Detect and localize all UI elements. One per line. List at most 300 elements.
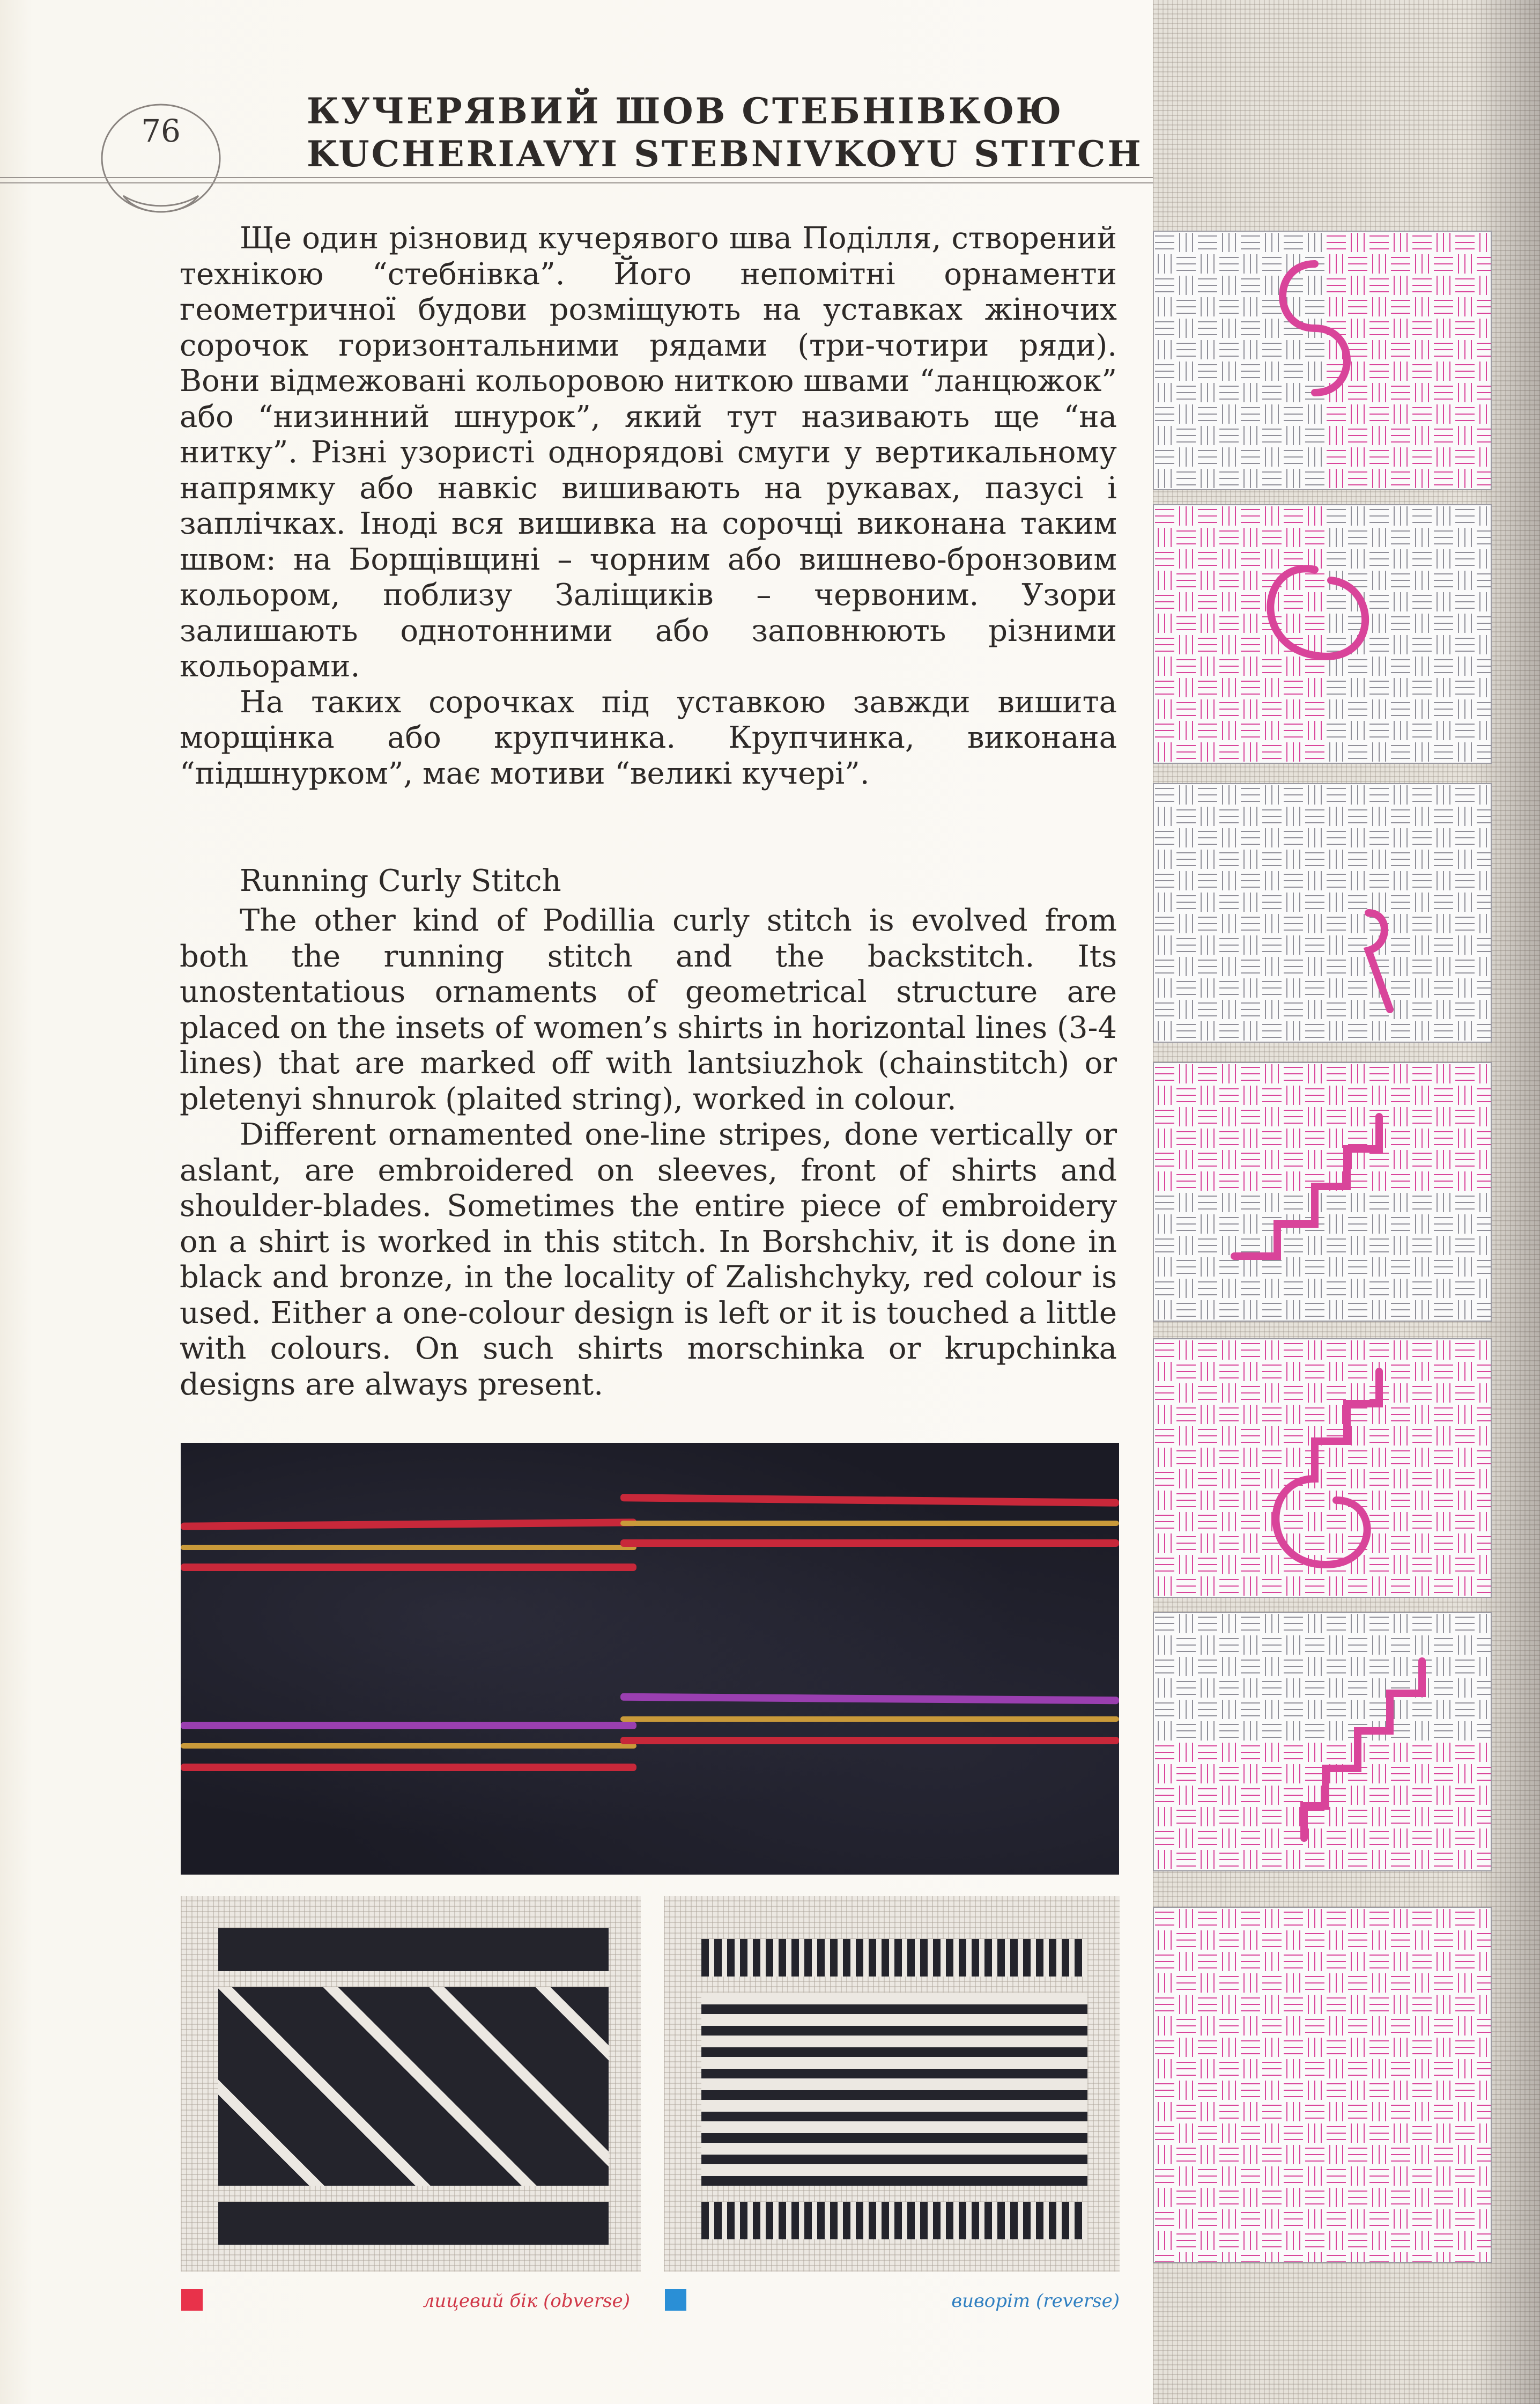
grid-cell	[1437, 635, 1450, 654]
grid-cell	[1412, 2084, 1432, 2097]
grid-cell	[1244, 1764, 1257, 1783]
grid-cell	[1155, 2041, 1174, 2054]
english-paragraph-2: Different ornamented one-line stripes, done vertically or aslant, are embroidered on sleeves, front of shirts and shoulder-blades. Sometimes the entire piece of embroidery on a shirt is worked in this stitch. In Borshchiv, it is done in black and bronze, in the locality of Zalishchyky, red colour is used. Either a one-colour design is left or it is touched a little with colours. On such shirts morschinka or krupchinka designs are always present.	[180, 1117, 1117, 1402]
grid-cell	[1265, 635, 1278, 654]
grid-cell	[1327, 408, 1346, 421]
stitch-diagram-7	[1153, 1907, 1492, 2263]
grid-cell	[1394, 1700, 1407, 1719]
grid-cell	[1477, 1089, 1491, 1102]
grid-cell	[1455, 1515, 1475, 1528]
grid-cell	[1155, 1703, 1174, 1716]
grid-cell	[1437, 1469, 1450, 1488]
grid-cell	[1287, 850, 1300, 869]
grid-cell	[1330, 614, 1343, 633]
grid-cell	[1369, 1239, 1389, 1252]
grid-cell	[1155, 365, 1174, 378]
grid-cell	[1327, 831, 1346, 844]
grid-cell	[1480, 1555, 1491, 1574]
grid-cell	[1458, 2016, 1471, 2036]
grid-cell	[1480, 1743, 1491, 1762]
grid-cell	[1305, 472, 1324, 485]
grid-cell	[1327, 1998, 1346, 2011]
grid-cell	[1351, 2252, 1364, 2262]
grid-cell	[1394, 914, 1407, 933]
grid-cell	[1284, 1660, 1303, 1673]
grid-cell	[1348, 660, 1367, 673]
grid-cell	[1201, 1850, 1214, 1869]
grid-cell	[1308, 2209, 1321, 2229]
grid-cell	[1223, 785, 1235, 805]
grid-cell	[1477, 896, 1491, 909]
grid-cell	[1327, 1153, 1346, 1166]
grid-cell	[1223, 1995, 1235, 2014]
grid-cell	[1241, 1472, 1260, 1485]
grid-cell	[1158, 614, 1171, 633]
grid-cell	[1458, 614, 1471, 633]
grid-cell	[1416, 978, 1428, 998]
grid-cell	[1305, 1580, 1324, 1592]
grid-cell	[1330, 1257, 1343, 1277]
grid-cell	[1180, 1426, 1193, 1446]
grid-cell	[1437, 914, 1450, 933]
grid-cell	[1458, 807, 1471, 826]
grid-cell	[1176, 1639, 1196, 1651]
grid-cell	[1265, 404, 1278, 424]
grid-cell	[1351, 1340, 1364, 1360]
grid-cell	[1412, 724, 1432, 737]
grid-cell	[1434, 1682, 1453, 1694]
grid-cell	[1241, 1003, 1260, 1016]
grid-cell	[1434, 2234, 1453, 2247]
grid-cell	[1434, 1175, 1453, 1188]
grid-cell	[1369, 365, 1389, 378]
grid-cell	[1434, 853, 1453, 866]
grid-cell	[1369, 2170, 1389, 2182]
grid-cell	[1305, 1934, 1324, 1946]
grid-cell	[1284, 1003, 1303, 1016]
grid-cell	[1244, 2188, 1257, 2207]
grid-cell	[1394, 1657, 1407, 1676]
grid-cell	[1394, 1909, 1407, 1928]
grid-cell	[1327, 1955, 1346, 1968]
grid-cell	[1391, 1724, 1410, 1737]
grid-cell	[1394, 1107, 1407, 1126]
grid-cell	[1219, 1451, 1239, 1464]
grid-cell	[1437, 447, 1450, 467]
grid-cell	[1434, 617, 1453, 630]
grid-cell	[1348, 2148, 1367, 2161]
grid-cell	[1351, 1614, 1364, 1633]
grid-cell	[1308, 362, 1321, 381]
grid-cell	[1480, 2252, 1491, 2262]
grid-cell	[1223, 549, 1235, 569]
grid-cell	[1369, 1153, 1389, 1166]
grid-cell	[1219, 703, 1239, 716]
grid-cell	[1437, 957, 1450, 976]
grid-cell	[1284, 1196, 1303, 1209]
grid-cell	[1219, 617, 1239, 630]
grid-cell	[1241, 2255, 1260, 2262]
grid-cell	[1373, 1086, 1386, 1105]
grid-cell	[1455, 2127, 1475, 2140]
grid-cell	[1201, 2059, 1214, 2078]
grid-cell	[1155, 788, 1174, 801]
purple-stripe	[620, 1693, 1119, 1704]
grid-cell	[1241, 724, 1260, 737]
grid-cell	[1284, 2041, 1303, 2054]
grid-cell	[1416, 2016, 1428, 2036]
grid-cell	[1180, 1555, 1193, 1574]
grid-cell	[1223, 2252, 1235, 2262]
grid-cell	[1262, 1977, 1282, 1989]
grid-cell	[1477, 1175, 1491, 1188]
grid-cell	[1437, 1555, 1450, 1574]
grid-cell	[1330, 807, 1343, 826]
grid-cell	[1262, 1089, 1282, 1102]
grid-cell	[1480, 276, 1491, 295]
grid-cell	[1223, 592, 1235, 611]
grid-cell	[1198, 2084, 1217, 2097]
grid-cell	[1373, 1807, 1386, 1826]
grid-cell	[1330, 1930, 1343, 1950]
grid-cell	[1373, 1257, 1386, 1277]
grid-cell	[1219, 982, 1239, 994]
grid-cell	[1455, 1239, 1475, 1252]
grid-cell	[1412, 1558, 1432, 1571]
grid-cell	[1480, 2166, 1491, 2186]
grid-cell	[1241, 2213, 1260, 2225]
grid-cell	[1458, 1300, 1471, 1319]
grid-cell	[1287, 1405, 1300, 1424]
grid-cell	[1480, 1700, 1491, 1719]
grid-cell	[1348, 1303, 1367, 1316]
grid-cell	[1265, 1995, 1278, 2014]
grid-cell	[1223, 1786, 1235, 1805]
grid-cell	[1155, 1515, 1174, 1528]
grid-cell	[1265, 549, 1278, 569]
grid-cell	[1369, 322, 1389, 335]
grid-cell	[1262, 939, 1282, 952]
grid-cell	[1369, 236, 1389, 249]
grid-cell	[1180, 2209, 1193, 2229]
grid-cell	[1262, 386, 1282, 399]
grid-cell	[1434, 703, 1453, 716]
grid-cell	[1180, 1150, 1193, 1169]
grid-cell	[1412, 831, 1432, 844]
grid-cell	[1394, 404, 1407, 424]
grid-cell	[1287, 426, 1300, 445]
grid-cell	[1180, 721, 1193, 740]
grid-cell	[1348, 429, 1367, 442]
grid-cell	[1219, 429, 1239, 442]
grid-cell	[1244, 614, 1257, 633]
grid-cell	[1219, 1408, 1239, 1421]
grid-cell	[1458, 657, 1471, 676]
grid-cell	[1176, 853, 1196, 866]
grid-cell	[1155, 831, 1174, 844]
grid-cell	[1412, 1515, 1432, 1528]
grid-cell	[1180, 678, 1193, 697]
grid-cell	[1241, 365, 1260, 378]
grid-cell	[1219, 300, 1239, 313]
grid-cell	[1176, 746, 1196, 758]
grid-cell	[1262, 2148, 1282, 2161]
grid-cell	[1373, 699, 1386, 719]
grid-cell	[1391, 810, 1410, 823]
grid-cell	[1412, 1703, 1432, 1716]
grid-cell	[1412, 365, 1432, 378]
grid-cell	[1394, 1555, 1407, 1574]
grid-cell	[1284, 960, 1303, 973]
grid-cell	[1434, 1451, 1453, 1464]
grid-cell	[1412, 2213, 1432, 2225]
grid-cell	[1223, 1340, 1235, 1360]
grid-cell	[1369, 1998, 1389, 2011]
grid-cell	[1244, 1405, 1257, 1424]
grid-cell	[1373, 340, 1386, 359]
red-stripe	[181, 1564, 636, 1571]
stitch-diagram-1	[1153, 231, 1492, 490]
grid-cell	[1155, 552, 1174, 565]
grid-cell	[1480, 1512, 1491, 1531]
grid-cell	[1158, 1129, 1171, 1148]
grid-cell	[1180, 233, 1193, 252]
grid-cell	[1477, 1767, 1491, 1780]
grid-cell	[1391, 1260, 1410, 1273]
grid-cell	[1412, 1472, 1432, 1485]
grid-cell	[1244, 571, 1257, 590]
grid-cell	[1176, 1024, 1196, 1037]
grid-cell	[1330, 2059, 1343, 2078]
grid-cell	[1477, 1408, 1491, 1421]
grid-cell	[1262, 1024, 1282, 1037]
grid-cell	[1373, 1300, 1386, 1319]
grid-cell	[1180, 404, 1193, 424]
grid-cell	[1327, 510, 1346, 522]
grid-cell	[1180, 362, 1193, 381]
grid-cell	[1241, 552, 1260, 565]
grid-cell	[1455, 408, 1475, 421]
top-border-band	[218, 1928, 609, 1971]
grid-cell	[1330, 2231, 1343, 2250]
grid-cell	[1391, 386, 1410, 399]
grid-cell	[1265, 319, 1278, 338]
grid-cell	[1158, 2145, 1171, 2164]
grid-cell	[1265, 2038, 1278, 2057]
grid-cell	[1373, 254, 1386, 274]
grid-cell	[1308, 447, 1321, 467]
grid-cell	[1265, 2081, 1278, 2100]
grid-cell	[1223, 2166, 1235, 2186]
grid-cell	[1305, 1024, 1324, 1037]
grid-cell	[1434, 896, 1453, 909]
grid-cell	[1351, 1657, 1364, 1676]
grid-cell	[1330, 1362, 1343, 1381]
grid-cell	[1480, 1828, 1491, 1848]
grid-cell	[1458, 254, 1471, 274]
grid-cell	[1244, 1930, 1257, 1950]
grid-cell	[1198, 917, 1217, 930]
grid-cell	[1437, 404, 1450, 424]
grid-cell	[1308, 1383, 1321, 1403]
grid-cell	[1416, 254, 1428, 274]
grid-cell	[1437, 1426, 1450, 1446]
grid-cell	[1434, 1218, 1453, 1230]
grid-cell	[1480, 1995, 1491, 2014]
grid-cell	[1158, 893, 1171, 912]
grid-cell	[1416, 1930, 1428, 1950]
grid-cell	[1458, 699, 1471, 719]
grid-cell	[1284, 552, 1303, 565]
grid-cell	[1327, 1515, 1346, 1528]
grid-cell	[1241, 2170, 1260, 2182]
grid-cell	[1437, 1512, 1450, 1531]
grid-cell	[1198, 451, 1217, 463]
english-text-block	[180, 903, 1117, 1403]
grid-cell	[1373, 297, 1386, 316]
grid-cell	[1348, 1024, 1367, 1037]
grid-cell	[1305, 574, 1324, 587]
grid-cell	[1458, 1214, 1471, 1234]
grid-cell	[1305, 1767, 1324, 1780]
grid-cell	[1284, 1515, 1303, 1528]
grid-cell	[1477, 257, 1491, 270]
grid-cell	[1284, 1110, 1303, 1123]
grid-cell	[1327, 1196, 1346, 1209]
grid-cell	[1351, 447, 1364, 467]
grid-cell	[1284, 831, 1303, 844]
grid-cell	[1308, 2252, 1321, 2262]
grid-cell	[1327, 552, 1346, 565]
grid-cell	[1412, 236, 1432, 249]
grid-cell	[1223, 1469, 1235, 1488]
grid-cell	[1176, 1580, 1196, 1592]
grid-cell	[1416, 1021, 1428, 1041]
grid-cell	[1158, 469, 1171, 488]
grid-cell	[1369, 510, 1389, 522]
grid-cell	[1223, 2123, 1235, 2143]
grid-cell	[1305, 1977, 1324, 1989]
grid-cell	[1180, 1469, 1193, 1488]
grid-cell	[1373, 1678, 1386, 1698]
grid-cell	[1437, 1150, 1450, 1169]
grid-cell	[1176, 1408, 1196, 1421]
grid-cell	[1180, 592, 1193, 611]
grid-cell	[1351, 721, 1364, 740]
grid-cell	[1241, 1746, 1260, 1759]
grid-cell	[1412, 1429, 1432, 1442]
grid-cell	[1244, 1214, 1257, 1234]
grid-cell	[1437, 1909, 1450, 1928]
grid-cell	[1180, 1614, 1193, 1633]
grid-cell	[1198, 552, 1217, 565]
grid-cell	[1434, 343, 1453, 356]
grid-cell	[1219, 746, 1239, 758]
grid-cell	[1287, 1973, 1300, 1993]
grid-cell	[1308, 1995, 1321, 2014]
grid-cell	[1219, 1580, 1239, 1592]
grid-cell	[1437, 2038, 1450, 2057]
grid-cell	[1412, 1912, 1432, 1925]
grid-cell	[1394, 1279, 1407, 1298]
grid-cell	[1434, 1767, 1453, 1780]
grid-cell	[1262, 1451, 1282, 1464]
red-stripe	[620, 1539, 1119, 1547]
grid-cell	[1155, 1912, 1174, 1925]
grid-cell	[1373, 383, 1386, 402]
grid-cell	[1198, 1239, 1217, 1252]
grid-cell	[1287, 2231, 1300, 2250]
grid-cell	[1201, 2016, 1214, 2036]
grid-cell	[1351, 1469, 1364, 1488]
grid-cell	[1241, 1387, 1260, 1399]
grid-cell	[1287, 1491, 1300, 1510]
grid-cell	[1198, 1746, 1217, 1759]
grid-cell	[1241, 1955, 1260, 1968]
grid-cell	[1373, 1448, 1386, 1467]
grid-cell	[1284, 724, 1303, 737]
grid-cell	[1391, 982, 1410, 994]
grid-cell	[1455, 1558, 1475, 1571]
grid-cell	[1308, 721, 1321, 740]
grid-cell	[1480, 233, 1491, 252]
grid-cell	[1416, 614, 1428, 633]
grid-cell	[1394, 2252, 1407, 2262]
grid-cell	[1477, 531, 1491, 544]
grid-cell	[1262, 472, 1282, 485]
grid-cell	[1394, 828, 1407, 847]
grid-cell	[1477, 2234, 1491, 2247]
grid-cell	[1262, 1580, 1282, 1592]
grid-cell	[1198, 1703, 1217, 1716]
grid-cell	[1244, 1576, 1257, 1596]
grid-cell	[1412, 1746, 1432, 1759]
grid-cell	[1351, 871, 1364, 890]
grid-cell	[1176, 1494, 1196, 1507]
caption-reverse: виворіт (reverse)	[951, 2290, 1120, 2312]
grid-cell	[1305, 531, 1324, 544]
grid-cell	[1284, 510, 1303, 522]
grid-cell	[1287, 1362, 1300, 1381]
grid-cell	[1219, 1977, 1239, 1989]
grid-cell	[1351, 1952, 1364, 1971]
grid-cell	[1351, 506, 1364, 526]
grid-cell	[1219, 2062, 1239, 2075]
grid-cell	[1176, 1934, 1196, 1946]
grid-cell	[1373, 2145, 1386, 2164]
grid-cell	[1305, 2234, 1324, 2247]
grid-cell	[1330, 1214, 1343, 1234]
grid-cell	[1373, 571, 1386, 590]
grid-cell	[1416, 340, 1428, 359]
grid-cell	[1284, 1239, 1303, 1252]
grid-cell	[1287, 2102, 1300, 2121]
grid-cell	[1158, 1021, 1171, 1041]
grid-cell	[1287, 1171, 1300, 1191]
grid-cell	[1305, 703, 1324, 716]
grid-cell	[1394, 2038, 1407, 2057]
grid-cell	[1458, 935, 1471, 955]
grid-cell	[1305, 853, 1324, 866]
grid-cell	[1244, 657, 1257, 676]
grid-cell	[1305, 429, 1324, 442]
grid-cell	[1262, 703, 1282, 716]
grid-cell	[1348, 1408, 1367, 1421]
grid-cell	[1198, 408, 1217, 421]
grid-cell	[1265, 1909, 1278, 1928]
grid-cell	[1369, 1912, 1389, 1925]
grid-cell	[1180, 1107, 1193, 1126]
